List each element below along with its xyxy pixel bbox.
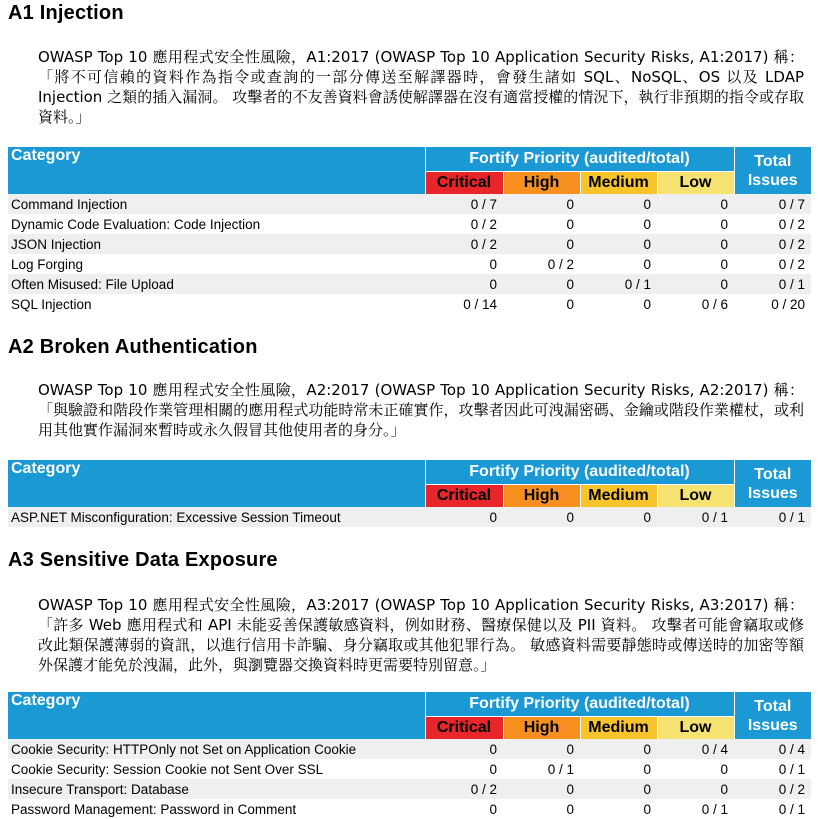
table-row xyxy=(8,779,811,799)
low-cell: 0 xyxy=(657,779,734,799)
table-row xyxy=(8,294,811,314)
high-cell: 0 xyxy=(503,274,580,294)
total-line2: Issues xyxy=(747,716,798,734)
low-cell: 0 xyxy=(720,256,729,272)
critical-cell: 0 xyxy=(425,507,503,527)
total-cell: 0 / 4 xyxy=(734,739,811,759)
total-line1: Total xyxy=(754,465,792,483)
high-cell: 0 xyxy=(566,216,574,232)
category-cell: SQL Injection xyxy=(11,296,92,312)
medium-cell: 0 xyxy=(580,234,657,254)
column-header-medium: Medium xyxy=(580,485,657,508)
total-cell: 0 / 2 xyxy=(734,779,811,799)
total-cell: 0 / 7 xyxy=(734,194,811,214)
low-cell: 0 / 1 xyxy=(701,801,729,817)
category-cell: Often Misused: File Upload xyxy=(8,274,425,294)
issues-table xyxy=(8,460,811,527)
high-cell: 0 xyxy=(503,779,580,799)
column-header-total-issues xyxy=(734,692,811,739)
total-line1: Total xyxy=(754,152,792,170)
low-cell: 0 xyxy=(657,274,734,294)
medium-cell: 0 xyxy=(580,507,657,527)
column-header-critical: Critical xyxy=(425,485,503,508)
total-line1: Total xyxy=(754,697,792,715)
high-cell: 0 xyxy=(503,234,580,254)
medium-cell: 0 xyxy=(580,739,657,759)
total-cell: 0 / 2 xyxy=(734,234,811,254)
total-cell: 0 / 1 xyxy=(778,801,806,817)
total-cell: 0 / 2 xyxy=(778,256,806,272)
table-row xyxy=(8,194,811,214)
column-header-critical: Critical xyxy=(425,717,503,740)
category-cell: Log Forging xyxy=(11,256,84,272)
column-header-category: Category xyxy=(8,460,425,507)
low-cell: 0 xyxy=(720,216,729,232)
high-cell: 0 xyxy=(503,739,580,759)
column-header-total-issues xyxy=(734,147,811,194)
medium-cell: 0 xyxy=(643,296,651,312)
medium-cell: 0 / 1 xyxy=(580,274,657,294)
total-cell: 0 / 1 xyxy=(778,761,806,777)
high-cell: 0 xyxy=(566,801,574,817)
total-line2: Issues xyxy=(747,484,798,502)
table-row xyxy=(8,739,811,759)
column-header-low: Low xyxy=(657,717,734,740)
column-header-critical: Critical xyxy=(425,172,503,195)
medium-cell: 0 xyxy=(643,801,651,817)
column-header-medium: Medium xyxy=(580,717,657,740)
high-cell: 0 / 2 xyxy=(547,256,574,272)
section-description: OWASP Top 10 應用程式安全性風險，A2:2017 (OWASP Top 10 Application Security Risks, A2:2017) 稱：「與驗證和階段作業管理相關的應用程式功能時常未正確實作，攻擊者因此可洩漏密碼、金鑰或階段作業權杖，或利用其他實作漏洞來暫時或永久假冒其他使用者的身分。」 xyxy=(38,381,804,439)
critical-cell: 0 xyxy=(489,256,497,272)
low-cell: 0 xyxy=(720,761,729,777)
issues-table xyxy=(8,147,811,314)
high-cell: 0 xyxy=(503,194,580,214)
low-cell: 0 / 4 xyxy=(657,739,734,759)
table-row xyxy=(8,507,811,527)
low-cell: 0 / 1 xyxy=(657,507,734,527)
column-header-low: Low xyxy=(657,485,734,508)
high-cell: 0 / 1 xyxy=(547,761,574,777)
category-cell: Cookie Security: HTTPOnly not Set on Application Cookie xyxy=(8,739,425,759)
column-header-fortify-priority: Fortify Priority (audited/total) xyxy=(425,460,734,485)
critical-cell: 0 xyxy=(489,761,497,777)
critical-cell: 0 xyxy=(425,274,503,294)
medium-cell: 0 xyxy=(580,194,657,214)
section-description: OWASP Top 10 應用程式安全性風險，A1:2017 (OWASP Top 10 Application Security Risks, A1:2017) 稱：「將不可信賴的資料作為指令或查詢的一部分傳送至解譯器時，會發生諸如 SQL、NoSQL、OS 以及 LDAP Injection 之類的插入漏洞。 攻擊者的不友善資料會誘使解譯器在沒有適當授權的情況下，執行非預期的指令或存取資料。」 xyxy=(38,48,804,126)
category-cell: Dynamic Code Evaluation: Code Injection xyxy=(11,216,261,232)
column-header-medium: Medium xyxy=(580,172,657,195)
critical-cell: 0 / 2 xyxy=(425,779,503,799)
low-cell: 0 / 6 xyxy=(701,296,729,312)
table-row xyxy=(8,799,811,819)
high-cell: 0 xyxy=(503,507,580,527)
category-cell: Command Injection xyxy=(8,194,425,214)
category-cell: JSON Injection xyxy=(8,234,425,254)
table-row xyxy=(8,234,811,254)
critical-cell: 0 / 7 xyxy=(425,194,503,214)
total-cell: 0 / 1 xyxy=(734,274,811,294)
column-header-category: Category xyxy=(8,692,425,739)
column-header-low: Low xyxy=(657,172,734,195)
section-description: OWASP Top 10 應用程式安全性風險，A3:2017 (OWASP Top 10 Application Security Risks, A3:2017) 稱：「許多 Web 應用程式和 API 未能妥善保護敏感資料，例如財務、醫療保健以及 PII 資料。 攻擊者可能會竊取或修改此類保護薄弱的資訊，以進行信用卡詐騙、身分竊取或其他犯罪行為。 敏感資料需要靜態時或傳送時的加密等額外保護才能免於洩漏，此外，與瀏覽器交換資料時更需要特別留意。」 xyxy=(38,596,804,674)
column-header-high: High xyxy=(503,717,580,740)
table-row xyxy=(8,254,811,274)
category-cell: Insecure Transport: Database xyxy=(8,779,425,799)
critical-cell: 0 / 2 xyxy=(425,234,503,254)
critical-cell: 0 / 14 xyxy=(463,296,497,312)
critical-cell: 0 / 2 xyxy=(470,216,497,232)
category-cell: Cookie Security: Session Cookie not Sent Over SSL xyxy=(11,761,324,777)
high-cell: 0 xyxy=(566,296,574,312)
column-header-high: High xyxy=(503,172,580,195)
column-header-fortify-priority: Fortify Priority (audited/total) xyxy=(425,692,734,717)
medium-cell: 0 xyxy=(643,761,651,777)
category-cell: Password Management: Password in Comment xyxy=(11,801,297,817)
section-title: A3 Sensitive Data Exposure xyxy=(8,549,278,571)
table-row xyxy=(8,759,811,779)
column-header-fortify-priority: Fortify Priority (audited/total) xyxy=(425,147,734,172)
medium-cell: 0 xyxy=(643,256,651,272)
category-cell: ASP.NET Misconfiguration: Excessive Session Timeout xyxy=(8,507,425,527)
total-cell: 0 / 1 xyxy=(734,507,811,527)
column-header-high: High xyxy=(503,485,580,508)
table-row xyxy=(8,274,811,294)
column-header-total-issues xyxy=(734,460,811,507)
low-cell: 0 xyxy=(657,234,734,254)
total-line2: Issues xyxy=(747,171,798,189)
column-header-category: Category xyxy=(8,147,425,194)
table-row xyxy=(8,214,811,234)
issues-table xyxy=(8,692,811,819)
total-cell: 0 / 20 xyxy=(771,296,806,312)
critical-cell: 0 xyxy=(425,739,503,759)
medium-cell: 0 xyxy=(643,216,651,232)
critical-cell: 0 xyxy=(489,801,497,817)
medium-cell: 0 xyxy=(580,779,657,799)
total-cell: 0 / 2 xyxy=(778,216,806,232)
section-title: A1 Injection xyxy=(8,2,124,24)
low-cell: 0 xyxy=(657,194,734,214)
section-title: A2 Broken Authentication xyxy=(8,336,258,358)
